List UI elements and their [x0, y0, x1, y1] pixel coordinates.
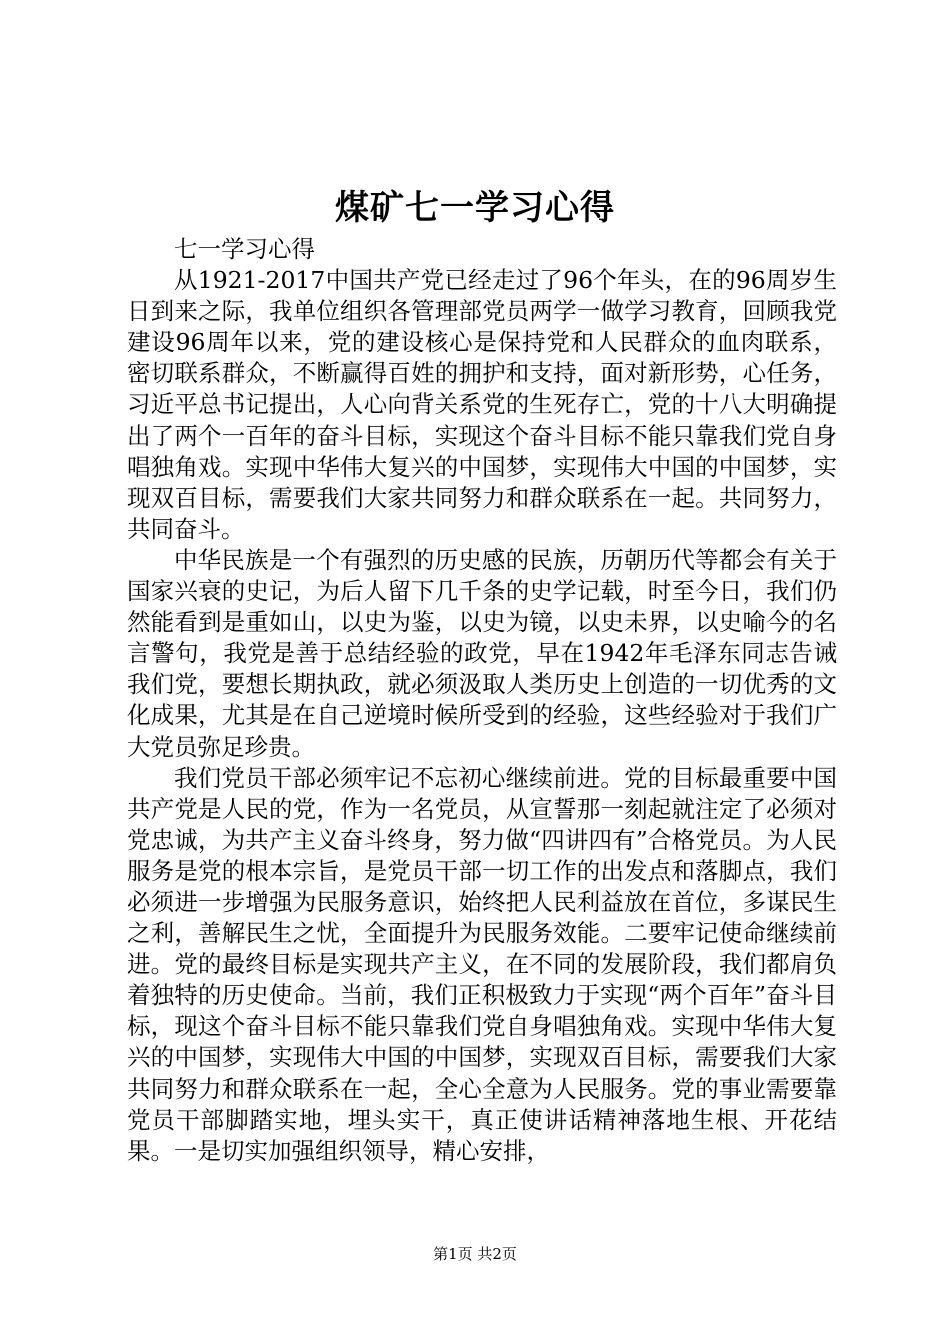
paragraph-1: 从1921-2017中国共产党已经走过了96个年头，在的96周岁生日到来之际，我单位组织各管理部党员两学一做学习教育，回顾我党建设96周年以来，党的建设核心是保持党和人民群众的血肉联系，密切联系群众，不断赢得百姓的拥护和支持，面对新形势，心任务，习近平总书记提出，人心向背关系党的生死存亡，党的十八大明确提出了两个一百年的奋斗目标，实现这个奋斗目标不能只靠我们党自身唱独角戏。实现中华伟大复兴的中国梦，实现伟大中国的中国梦，实现双百目标，需要我们大家共同努力和群众联系在一起。共同努力，共同奋斗。: [127, 266, 837, 543]
document-body: [127, 234, 837, 1167]
paragraph-2: 中华民族是一个有强烈的历史感的民族，历朝历代等都会有关于国家兴衰的史记，为后人留下几千条的史学记载，时至今日，我们仍然能看到是重如山，以史为鉴，以史为镜，以史未界，以史喻今的名言警句，我党是善于总结经验的政党，早在1942年毛泽东同志告诫我们党，要想长期执政，就必须汲取人类历史上创造的一切优秀的文化成果，尤其是在自己逆境时候所受到的经验，这些经验对于我们广大党员弥足珍贵。: [127, 545, 837, 761]
page-number-footer: 第1页 共2页: [433, 1245, 517, 1263]
document-subtitle: 七一学习心得: [174, 235, 315, 263]
document-title: 煤矿七一学习心得: [335, 188, 615, 228]
paragraph-3: 我们党员干部必须牢记不忘初心继续前进。党的目标最重要中国共产党是人民的党，作为一名党员，从宣誓那一刻起就注定了必须对党忠诚，为共产主义奋斗终身，努力做“四讲四有”合格党员。为人民服务是党的根本宗旨，是党员干部一切工作的出发点和落脚点，我们必须进一步增强为民服务意识，始终把人民利益放在首位，多谋民生之利，善解民生之忧，全面提升为民服务效能。二要牢记使命继续前进。党的最终目标是实现共产主义，在不同的发展阶段，我们都肩负着独特的历史使命。当前，我们正积极致力于实现“两个百年”奋斗目标，现这个奋斗目标不能只靠我们党自身唱独角戏。实现中华伟大复兴的中国梦，实现伟大中国的中国梦，实现双百目标，需要我们大家共同努力和群众联系在一起，全心全意为人民服务。党的事业需要靠党员干部脚踏实地，埋头实干，真正使讲话精神落地生根、开花结果。一是切实加强组织领导，精心安排，: [127, 763, 837, 1165]
